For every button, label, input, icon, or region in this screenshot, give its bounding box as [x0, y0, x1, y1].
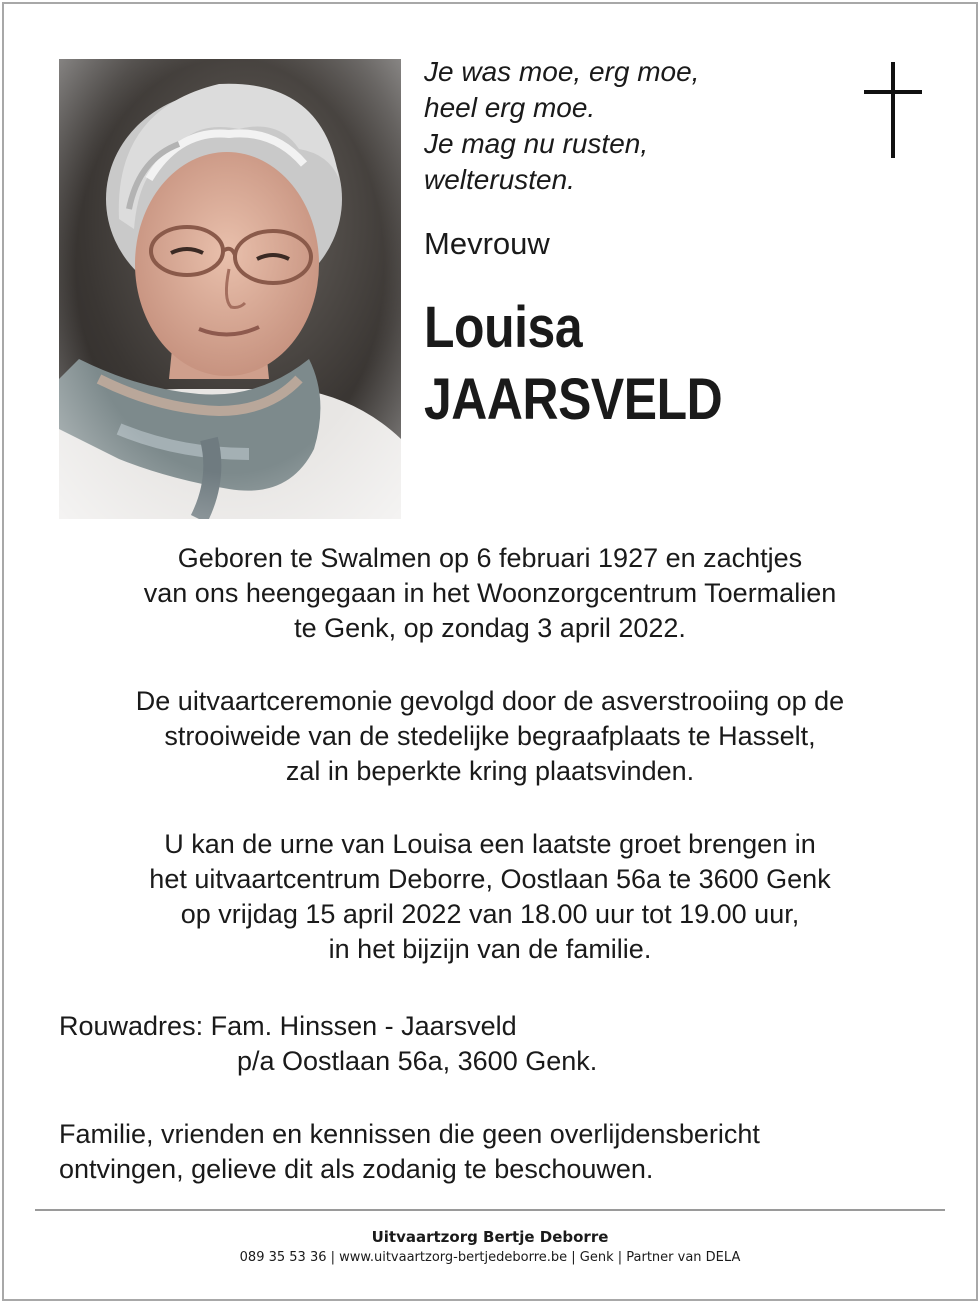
paragraph-line: het uitvaartcentrum Deborre, Oostlaan 56a te 3600 Genk — [149, 864, 831, 894]
deceased-title: Mevrouw — [424, 226, 550, 261]
portrait-illustration — [59, 59, 401, 519]
address-line: Rouwadres: Fam. Hinssen - Jaarsveld — [59, 1011, 517, 1041]
portrait-photo — [59, 59, 401, 519]
first-name: Louisa — [424, 295, 583, 360]
last-name: JAARSVELD — [424, 367, 723, 432]
paragraph-line: strooiweide van de stedelijke begraafplaats te Hasselt, — [164, 721, 816, 751]
poem-line: welterusten. — [424, 164, 575, 195]
deceased-name — [424, 292, 722, 436]
poem-line: heel erg moe. — [424, 92, 596, 123]
farewell-paragraph — [40, 827, 940, 967]
family-notice — [59, 1117, 760, 1187]
paragraph-line: Geboren te Swalmen op 6 februari 1927 en zachtjes — [177, 543, 803, 573]
mourning-address — [59, 1009, 597, 1079]
notice-line: Familie, vrienden en kennissen die geen overlijdensbericht — [59, 1119, 760, 1149]
poem-line: Je was moe, erg moe, — [424, 56, 700, 87]
paragraph-line: te Genk, op zondag 3 april 2022. — [294, 613, 686, 643]
paragraph-line: De uitvaartceremonie gevolgd door de asverstrooiing op de — [135, 686, 845, 716]
notice-line: ontvingen, gelieve dit als zodanig te beschouwen. — [59, 1154, 654, 1184]
poem-line: Je mag nu rusten, — [424, 128, 649, 159]
paragraph-line: zal in beperkte kring plaatsvinden. — [285, 756, 695, 786]
funeral-company-name: Uitvaartzorg Bertje Deborre — [371, 1228, 609, 1246]
address-line: p/a Oostlaan 56a, 3600 Genk. — [237, 1046, 598, 1076]
ceremony-paragraph — [40, 684, 940, 789]
paragraph-line: van ons heengegaan in het Woonzorgcentrum Toermalien — [143, 578, 837, 608]
footer-divider — [35, 1209, 945, 1211]
funeral-company-contact: 089 35 53 36 | www.uitvaartzorg-bertjedeborre.be | Genk | Partner van DELA — [239, 1250, 741, 1265]
paragraph-line: U kan de urne van Louisa een laatste groet brengen in — [164, 829, 816, 859]
paragraph-line: in het bijzijn van de familie. — [328, 934, 652, 964]
cross-icon — [864, 62, 922, 158]
paragraph-line: op vrijdag 15 april 2022 van 18.00 uur tot 19.00 uur, — [180, 899, 800, 929]
poem — [424, 54, 699, 198]
birth-paragraph — [40, 541, 940, 646]
